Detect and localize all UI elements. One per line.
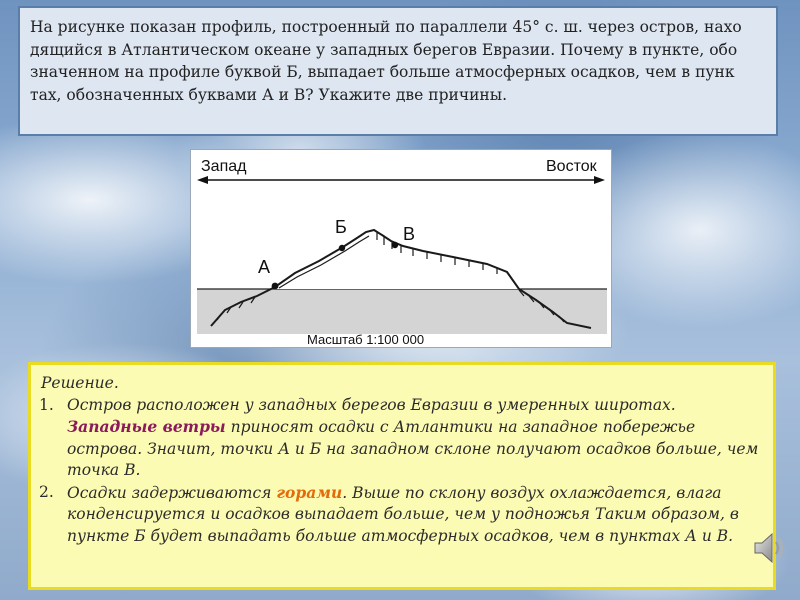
point-v-marker — [392, 242, 398, 248]
arrow-head-west — [197, 176, 208, 184]
point-v-label: В — [403, 224, 416, 244]
solution-text: Осадки задерживаются — [67, 483, 277, 502]
profile-figure — [190, 149, 612, 348]
point-b-marker — [339, 245, 345, 251]
task-text: На рисунке показан профиль, построенный по параллели 45° с. ш. через остров, нахо дящийся в Атлантическом океане у западных берегов Евразии. Почему в пункте, обо значенном на профиле буквой Б, выпадает больше атмосферных осадков, чем в пунк тах, обозначенных буквами А и В? Укажите две причины. — [30, 18, 742, 104]
west-label: Запад — [201, 158, 247, 175]
solution-list — [39, 395, 763, 548]
solution-item-number: 2. — [39, 482, 54, 501]
solution-item-number: 1. — [39, 395, 54, 414]
island-body — [275, 230, 519, 289]
solution-text: приносят осадки с Атлантики на западное побережье острова. Значит, точки А и Б на западном склоне получают осадков больше, чем точка В. — [67, 418, 759, 479]
speaker-icon[interactable] — [753, 528, 787, 568]
highlight-western-winds: Западные ветры — [67, 417, 226, 436]
solution-text: . Выше по склону воздух охлаждается, влага конденсируется и осадков выпадает больше, чем у подножья Таким образом, в пункте Б будет выпадать больше атмосферных осадков, чем в пунктах А и В. — [67, 483, 739, 545]
profile-diagram — [191, 150, 611, 347]
solution-box — [28, 362, 776, 590]
solution-text: Остров расположен у западных берегов Евразии в умеренных широтах. — [67, 395, 676, 414]
scale-label: Масштаб 1:100 000 — [307, 332, 425, 347]
solution-item-1 — [39, 395, 763, 482]
task-box — [18, 6, 778, 136]
highlight-mountains: горами — [276, 482, 343, 502]
solution-heading: Решение. — [41, 374, 119, 392]
point-a-marker — [272, 283, 279, 290]
solution-item-2 — [39, 482, 763, 548]
arrow-head-east — [594, 176, 605, 184]
point-b-label: Б — [335, 217, 347, 237]
east-label: Восток — [546, 158, 597, 175]
point-a-label: А — [258, 257, 271, 277]
speaker-icon-graphic — [753, 528, 787, 568]
